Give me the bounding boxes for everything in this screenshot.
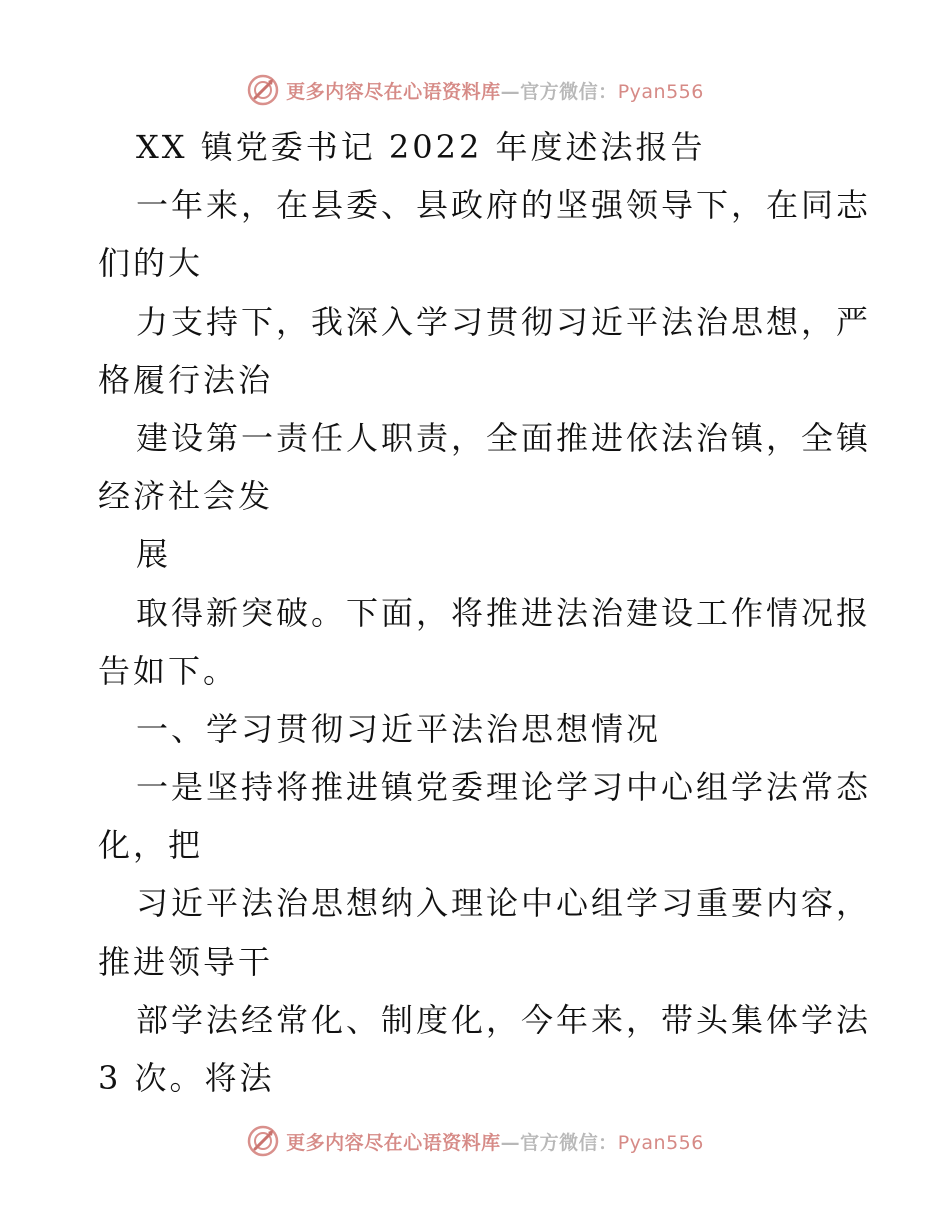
paragraph-line: 力支持下，我深入学习贯彻习近平法治思想，严 bbox=[136, 302, 872, 341]
watermark-header bbox=[0, 70, 950, 110]
watermark-text bbox=[286, 77, 704, 104]
seal-logo-icon bbox=[246, 73, 280, 107]
watermark-prefix: 更多内容尽在心语资料库 bbox=[286, 1131, 501, 1154]
paragraph-line: 一年来，在县委、县政府的坚强领导下，在同志 bbox=[136, 186, 872, 225]
section-heading: 一、学习贯彻习近平法治思想情况 bbox=[136, 709, 662, 748]
seal-logo-icon bbox=[246, 1124, 280, 1158]
paragraph-line: 告如下。 bbox=[98, 651, 239, 690]
paragraph-line: 取得新突破。下面，将推进法治建设工作情况报 bbox=[136, 593, 872, 632]
paragraph-line: 一是坚持将推进镇党委理论学习中心组学法常态 bbox=[136, 768, 872, 807]
paragraph-line: 建设第一责任人职责，全面推进依法治镇，全镇 bbox=[136, 418, 872, 457]
watermark-wechat-label: 官方微信： bbox=[520, 80, 618, 103]
document-body bbox=[98, 118, 872, 1107]
paragraph-line: 们的大 bbox=[98, 244, 204, 283]
document-title: XX 镇党委书记 2022 年度述法报告 bbox=[136, 128, 706, 166]
paragraph-line: 3 次。将法 bbox=[98, 1059, 275, 1097]
paragraph-line: 展 bbox=[136, 535, 172, 574]
watermark-separator: — bbox=[500, 80, 521, 103]
paragraph-line: 格履行法治 bbox=[98, 360, 274, 399]
watermark-wechat-id: Pyan556 bbox=[617, 80, 704, 103]
paragraph-line: 经济社会发 bbox=[98, 477, 274, 516]
paragraph-line: 部学法经常化、制度化，今年来，带头集体学法 bbox=[136, 1000, 872, 1039]
watermark-wechat-label: 官方微信： bbox=[520, 1131, 618, 1154]
watermark-prefix: 更多内容尽在心语资料库 bbox=[286, 80, 501, 103]
watermark-text bbox=[286, 1128, 704, 1155]
watermark-separator: — bbox=[500, 1131, 521, 1154]
paragraph-line: 习近平法治思想纳入理论中心组学习重要内容， bbox=[136, 884, 872, 923]
watermark-footer bbox=[0, 1121, 950, 1161]
paragraph-line: 推进领导干 bbox=[98, 942, 274, 981]
paragraph-line: 化，把 bbox=[98, 826, 204, 865]
watermark-wechat-id: Pyan556 bbox=[617, 1131, 704, 1154]
